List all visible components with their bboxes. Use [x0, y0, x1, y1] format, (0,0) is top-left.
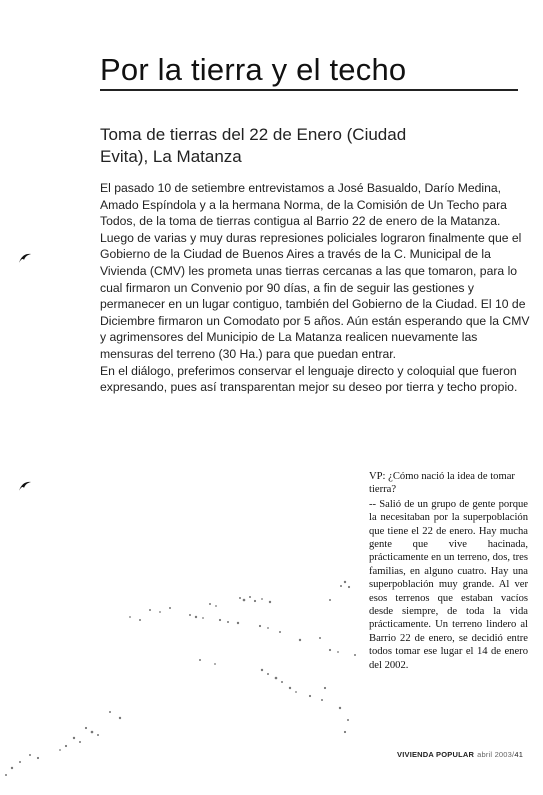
- issue-date: abril 2003/: [477, 750, 515, 759]
- intro-paragraph-3: En el diálogo, preferimos conservar el lenguaje directo y coloquial que fueron expresando, pues así transparentan mejor su deseo por tierra y techo propio.: [100, 363, 518, 395]
- interview-answer: -- Salió de un grupo de gente porque la necesitaban por la superpoblación que tiene el 22 de enero. Hay mucha gente que vive hacinada, prácticamente en un terreno, dos, tres familias, en alguno cuatro. Hay una superpoblación muy grande. Al ver esos terrenos que estaban vacíos desde siempre, de toda la vida prácticamente. Un terreno lindero al Barrio 22 de enero, se decidió entre todos tomar ese lugar el 14 de enero del 2002.: [369, 498, 528, 671]
- article-subtitle: Toma de tierras del 22 de Enero (Ciudad Evita), La Matanza: [100, 125, 407, 166]
- arrowhead-bullet-icon: [18, 480, 32, 492]
- page-number: 41: [514, 750, 524, 759]
- page-footer: [397, 750, 523, 759]
- interview-column: [369, 470, 528, 672]
- intro-paragraph-2: Luego de varias y muy duras represiones policiales lograron finalmente que el Gobierno de la Ciudad de Buenos Aires a través de la C. Municipal de la Vivienda (CMV) les prometa unas tierras cercanas a las que tomaron, para lo cual firmaron un Convenio por 90 días, a fin de seguir las gestiones y permanecer en un lugar contiguo, también del Gobierno de la Ciudad. El 10 de Diciembre firmaron un Comodato por 5 años. Aún están esperando que la CMV y agrimensores del Municipio de La Matanza realicen nuevamente las mensuras del terreno (30 Ha.) para que puedan entrar.: [100, 230, 530, 361]
- intro-paragraph-1: El pasado 10 de setiembre entrevistamos a José Basualdo, Darío Medina, Amado Espíndola y a la hermana Norma, de la Comisión de Un Techo para Todos, de la toma de tierras contigua al Barrio 22 de enero de la Matanza.: [100, 181, 507, 229]
- intro-text: [100, 180, 530, 396]
- interview-question: VP: ¿Cómo nació la idea de tomar tierra?: [369, 471, 515, 496]
- scan-speckle-noise: [0, 560, 370, 795]
- magazine-name: VIVIENDA POPULAR: [397, 750, 475, 759]
- arrowhead-bullet-icon: [18, 252, 32, 264]
- title-underline: [100, 89, 518, 91]
- article-title: Por la tierra y el techo: [100, 52, 407, 87]
